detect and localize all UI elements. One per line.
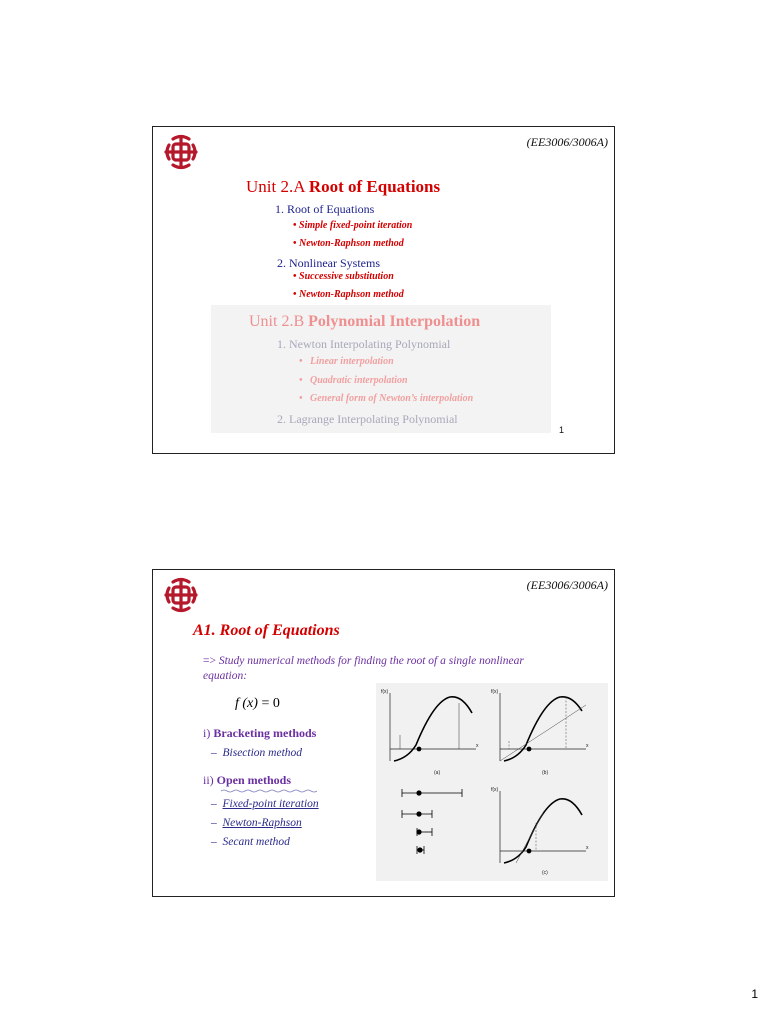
panel-c: [491, 787, 589, 876]
unit-b-title: Unit 2.B Polynomial Interpolation: [249, 313, 481, 330]
bisection-intervals: [402, 789, 462, 854]
axis-label: f(x): [491, 787, 499, 793]
slide-page-number: 1: [558, 425, 564, 435]
list-item: – Bisection method: [211, 747, 303, 759]
panel-b: [491, 689, 589, 776]
axis-label: f(x): [491, 689, 499, 695]
panel-a: [381, 689, 479, 776]
faded-bullet-item: • Quadratic interpolation: [299, 375, 408, 386]
panel-label: (a): [434, 770, 441, 776]
bullet-item: • Successive substitution: [293, 271, 394, 282]
bullet-item: • Newton-Raphson method: [293, 289, 404, 300]
axis-label: x: [586, 743, 589, 749]
list-item: – Secant method: [211, 836, 290, 848]
university-logo-icon: [161, 576, 201, 614]
faded-section-newton: 1. Newton Interpolating Polynomial: [277, 337, 451, 351]
axis-label: x: [586, 845, 589, 851]
wavy-underline: [221, 789, 317, 793]
slide-1: [152, 126, 615, 454]
faded-bullet-item: • Linear interpolation: [299, 356, 394, 367]
intro-text: => Study numerical methods for finding the root of a single nonlinear equation:: [203, 655, 524, 682]
faded-section-lagrange: 2. Lagrange Interpolating Polynomial: [277, 412, 458, 426]
faded-bullet-item: • General form of Newton’s interpolation: [299, 393, 474, 404]
methods-figure: [376, 683, 608, 881]
bullet-item: • Newton-Raphson method: [293, 238, 404, 249]
list-item: – Newton-Raphson: [211, 817, 302, 829]
slide-2: [152, 569, 615, 897]
section-root-of-equations: 1. Root of Equations: [275, 202, 375, 216]
panel-label: (c): [542, 870, 548, 876]
open-methods-heading: ii) Open methods: [203, 773, 292, 787]
bullet-item: • Simple fixed-point iteration: [293, 220, 413, 231]
axis-label: f(x): [381, 689, 389, 695]
axis-label: x: [476, 743, 479, 749]
university-logo-icon: [161, 133, 201, 171]
document-page-number: 1: [751, 987, 758, 1001]
bracketing-heading: i) Bracketing methods: [203, 726, 317, 740]
panel-label: (b): [542, 770, 549, 776]
methods-figure-graphic: [376, 683, 608, 881]
slide-heading: A1. Root of Equations: [193, 622, 340, 639]
course-code: (EE3006/3006A): [526, 135, 608, 149]
section-nonlinear-systems: 2. Nonlinear Systems: [277, 256, 380, 270]
list-item: – Fixed-point iteration: [211, 798, 319, 810]
course-code: (EE3006/3006A): [526, 578, 608, 592]
unit-a-title: Unit 2.A Root of Equations: [246, 177, 441, 196]
equation: f (x) = 0: [235, 696, 280, 711]
